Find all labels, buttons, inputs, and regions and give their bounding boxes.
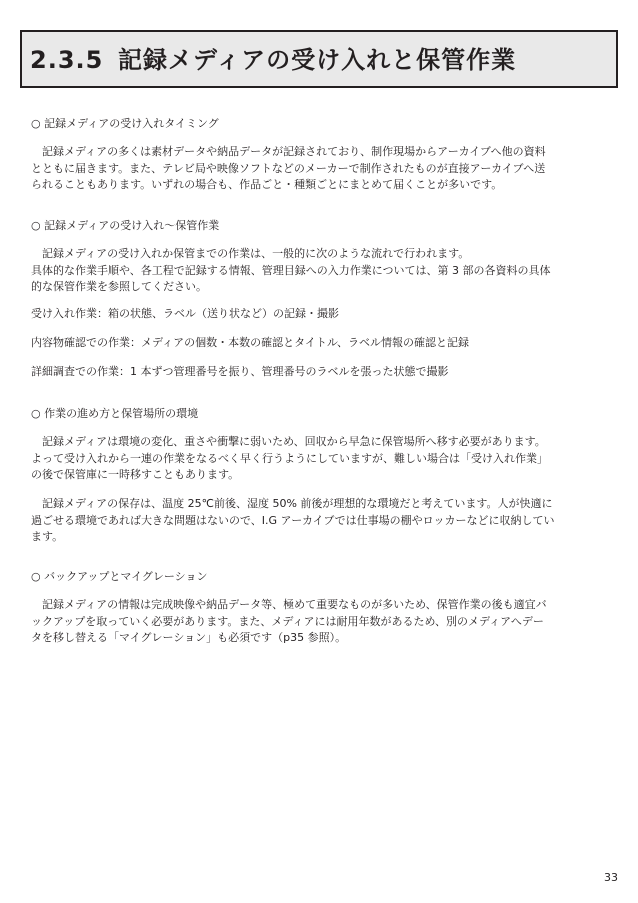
step-receiving <box>31 306 611 323</box>
text-line: 記録メディアの情報は完成映像や納品データ等、極めて重要なものが多いため、保管作業の後も適宜バ <box>42 598 547 611</box>
text-line: 具体的な作業手順や、各工程で記録する情報、管理目録への入力作業については、第 3 部の各資料の具体 <box>31 263 551 277</box>
text-line: 記録メディアの多くは素材データや納品データが記録されており、制作現場からアーカイブへ他の資料 <box>42 145 546 158</box>
page-number: 33 <box>604 871 618 884</box>
text-line: 過ごせる環境であれば大きな問題はないので、I.G アーカイブでは仕事場の棚やロッカーなどに収納してい <box>31 513 555 527</box>
text-line: 記録メディアは環境の変化、重さや衝撃に弱いため、回収から早急に保管場所へ移す必要があります。 <box>42 435 546 448</box>
paragraph <box>31 144 611 194</box>
subheading-receiving-timing: ○ 記録メディアの受け入れタイミング <box>31 117 219 130</box>
text-line: 内容物確認での作業：メディアの個数・本数の確認とタイトル、ラベル情報の確認と記録 <box>31 336 470 349</box>
text-line: の後で保管庫に一時移すこともあります。 <box>31 468 240 481</box>
text-line: 詳細調査での作業：1 本ずつ管理番号を振り、管理番号のラベルを張った状態で撮影 <box>31 365 449 378</box>
step-content-check <box>31 335 611 352</box>
subheading-receiving-to-storage: ○ 記録メディアの受け入れ〜保管作業 <box>31 219 220 232</box>
paragraph <box>31 246 611 296</box>
text-line: ックアップを取っていく必要があります。また、メディアには耐用年数があるため、別のメディアへデー <box>31 614 544 628</box>
text-line: 記録メディアの保存は、温度 25℃前後、湿度 50% 前後が理想的な環境だと考えています。人が快適に <box>42 497 553 510</box>
step-detailed-survey <box>31 364 611 381</box>
paragraph <box>31 496 611 546</box>
subheading-backup-migration: ○ バックアップとマイグレーション <box>31 570 208 583</box>
text-line: 記録メディアの受け入れか保管までの作業は、一般的に次のような流れで行われます。 <box>42 247 470 260</box>
subheading-workflow-environment: ○ 作業の進め方と保管場所の環境 <box>31 407 199 420</box>
text-line: とともに届きます。また、テレビ局や映像ソフトなどのメーカーで制作されたものが直接アーカイブへ送 <box>31 161 546 175</box>
text-line: ます。 <box>31 530 64 543</box>
text-line: よって受け入れから一連の作業をなるべく早く行うようにしていますが、難しい場合は「受け入れ作業」 <box>31 451 548 465</box>
text-line: 受け入れ作業：箱の状態、ラベル（送り状など）の記録・撮影 <box>31 307 339 320</box>
section-title-box <box>20 30 618 88</box>
section-number: 2.3.5 <box>30 46 104 74</box>
section-title: 記録メディアの受け入れと保管作業 <box>118 46 517 74</box>
text-line: 的な保管作業を参照してください。 <box>31 280 207 293</box>
paragraph <box>31 434 611 484</box>
text-line: タを移し替える「マイグレーション」も必須です（p35 参照）。 <box>31 631 347 644</box>
text-line: られることもあります。いずれの場合も、作品ごと・種類ごとにまとめて届くことが多いです。 <box>31 178 503 191</box>
paragraph <box>31 597 611 647</box>
